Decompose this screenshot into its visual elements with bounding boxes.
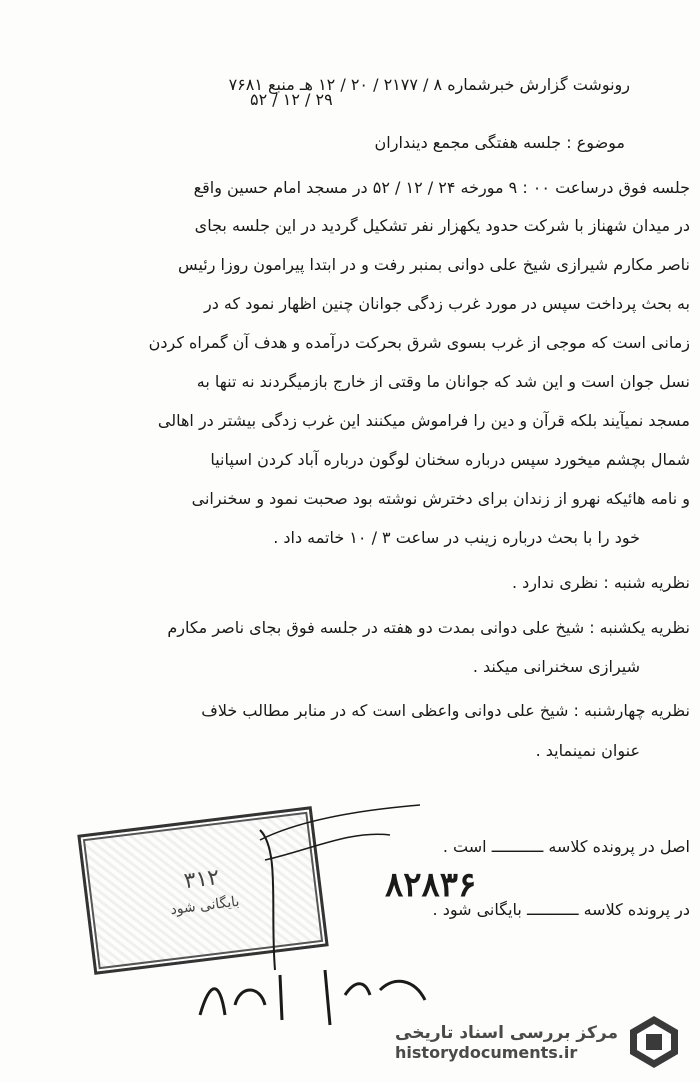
archive-number: ۸۲۸۳۶ [385, 865, 477, 905]
saturday-opinion: نظریه شنبه : نظری ندارد . [511, 573, 690, 592]
body-line: شمال بچشم میخورد سپس درباره سخنان لوگون درباره آباد کردن اسپانیا [210, 450, 690, 469]
archive-footer [392, 1010, 682, 1074]
report-date-line: ۵۲ / ۱۲ / ۲۹ [250, 90, 333, 109]
body-line: نسل جوان است و این شد که جوانان ما وقتی از خارج بازمیگردند نه تنها به [196, 372, 690, 391]
body-line: خود را با بحث درباره زینب در ساعت ۳ / ۱۰ خاتمه داد . [273, 528, 640, 547]
body-line: مسجد نمیآیند بلکه قرآن و دین را فراموش میکنند این غرب زدگی بیشتر در اهالی [157, 411, 690, 430]
report-header-line: رونوشت گزارش خبرشماره ۸ / ۲۱۷۷ / ۲۰ / ۱۲ هـ منبع ۷۶۸۱ [228, 75, 630, 94]
body-line: جلسه فوق درساعت ۰۰ : ۹ مورخه ۲۴ / ۱۲ / ۵۲ در مسجد امام حسین واقع [193, 178, 690, 197]
body-line: ناصر مکارم شیرازی شیخ علی دوانی بمنبر رفت و در ابتدا پیرامون روزا رئیس [178, 255, 690, 274]
footer-text [395, 1023, 618, 1062]
subject-line: موضوع : جلسه هفتگی مجمع دینداران [374, 133, 625, 152]
site-url: historydocuments.ir [395, 1042, 578, 1062]
signature-stroke [240, 800, 430, 980]
body-line: و نامه هائیکه نهرو از زندان برای دخترش نوشته بود صحبت نمود و سخنرانی [191, 489, 690, 508]
sunday-opinion: نظریه یکشنبه : شیخ علی دوانی بمدت دو هفته در جلسه فوق بجای ناصر مکارم [167, 618, 690, 637]
sunday-opinion-cont: شیرازی سخنرانی میکند . [472, 657, 640, 676]
wednesday-opinion: نظریه چهارشنبه : شیخ علی دوانی واعظی است که در منابر مطالب خلاف [201, 701, 690, 720]
body-line: در میدان شهناز با شرکت حدود یکهزار نفر تشکیل گردید در این جلسه بجای [194, 216, 690, 235]
archive-logo-icon [626, 1014, 682, 1070]
org-name: مرکز بررسی اسناد تاریخی [395, 1022, 618, 1043]
body-line: به بحث پرداخت سپس در مورد غرب زدگی جوانان چنین اظهار نمود که در [203, 294, 690, 313]
body-line: زمانی است که موجی از غرب بسوی شرق بحرکت درآمده و هدف آن گمراه کردن [148, 333, 690, 352]
original-file-line: اصل در پرونده کلاسه ـــــــــــ است . [442, 837, 690, 856]
copy-file-line: در پرونده کلاسه ـــــــــــ بایگانی شود . [432, 900, 690, 919]
stamp-number: ۳۱۲ [182, 865, 221, 895]
stamp-text: بایگانی شود [169, 893, 241, 919]
wednesday-opinion-cont: عنوان نمینماید . [535, 741, 640, 760]
